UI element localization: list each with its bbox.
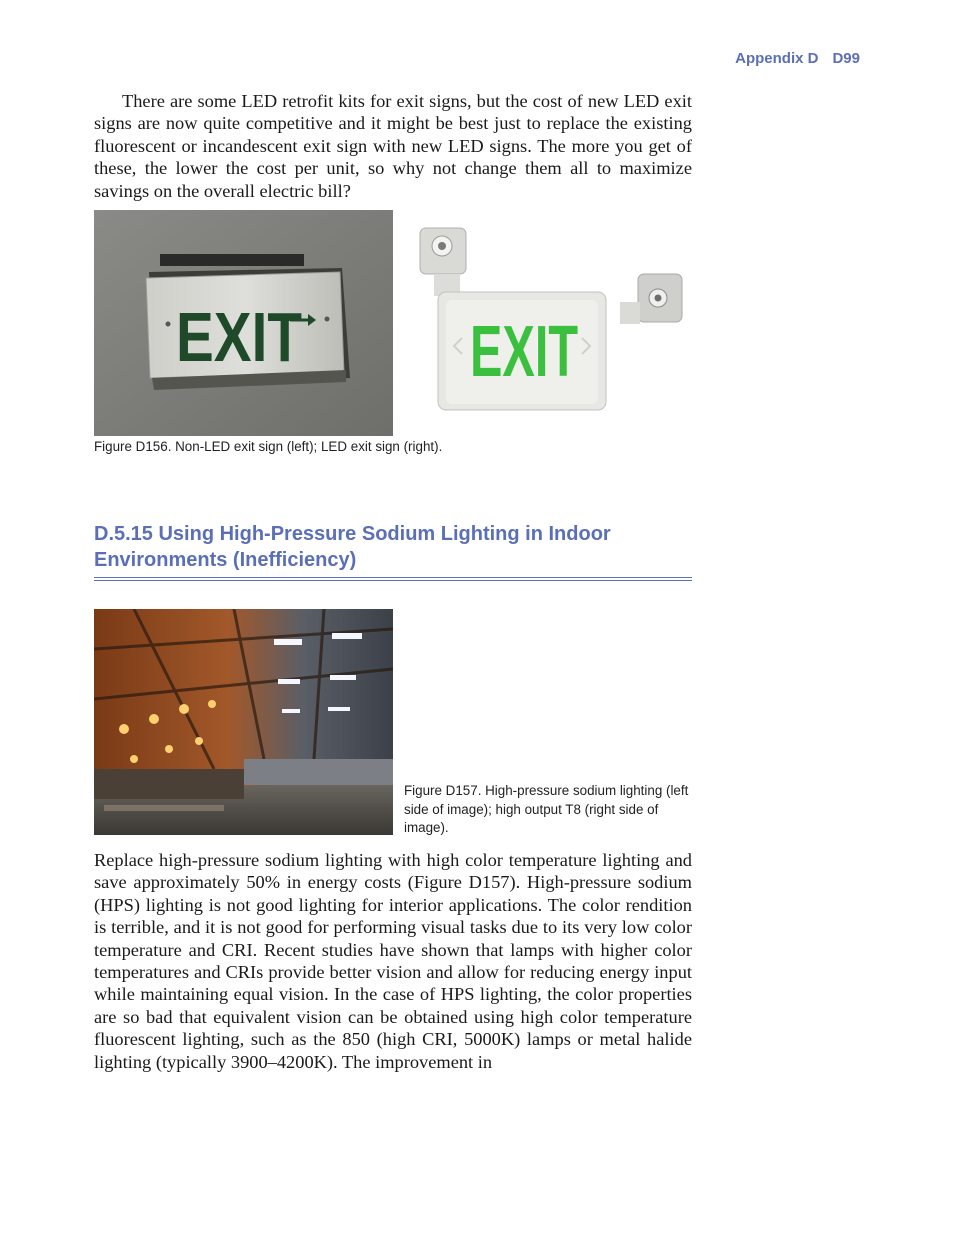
page-number: D99 — [832, 50, 860, 67]
paragraph-exit-signs: There are some LED retrofit kits for exit signs, but the cost of new LED exit signs are now quite competitive and it might be best just to replace the existing fluorescent or incandescent exit sign with new LED signs. The more you get of these, the lower the cost per unit, so why not change them all to maximize savings on the overall electric bill? — [94, 91, 692, 201]
heading-rule-top — [94, 577, 692, 578]
left-sign-text: EXIT — [176, 298, 302, 376]
hps-lighting-warehouse-photo — [94, 609, 393, 835]
non-led-exit-sign-photo — [94, 210, 393, 436]
running-head — [735, 50, 860, 67]
led-exit-sign-photo — [410, 218, 692, 418]
running-head-section: Appendix D — [735, 50, 819, 67]
figure-d157-caption: Figure D157. High-pressure sodium lighting (left side of image); high output T8 (right side of image). — [404, 783, 689, 835]
section-heading-line2: Environments (Inefficiency) — [94, 549, 357, 571]
right-sign-text: EXIT — [470, 312, 579, 392]
section-heading-line1: D.5.15 Using High-Pressure Sodium Lighting in Indoor — [94, 523, 611, 545]
heading-rule-bottom — [94, 580, 692, 581]
paragraph-hps-lighting: Replace high-pressure sodium lighting with high color temperature lighting and save approximately 50% in energy costs (Figure D157). High-pressure sodium (HPS) lighting is not good lighting for interior applications. The color rendition is terrible, and it is not good for performing visual tasks due to its very low color temperature and CRI. Recent studies have shown that lamps with higher color temperatures and CRIs provide better vision and allow for reducing energy input while maintaining equal vision. In the case of HPS lighting, the color properties are so bad that equivalent vision can be obtained using high color temperature fluorescent lighting, such as the 850 (high CRI, 5000K) lamps or metal halide lighting (typically 3900–4200K). The improvement in — [94, 850, 692, 1072]
figure-d156-caption: Figure D156. Non-LED exit sign (left); LED exit sign (right). — [94, 439, 443, 454]
section-heading — [94, 521, 692, 573]
